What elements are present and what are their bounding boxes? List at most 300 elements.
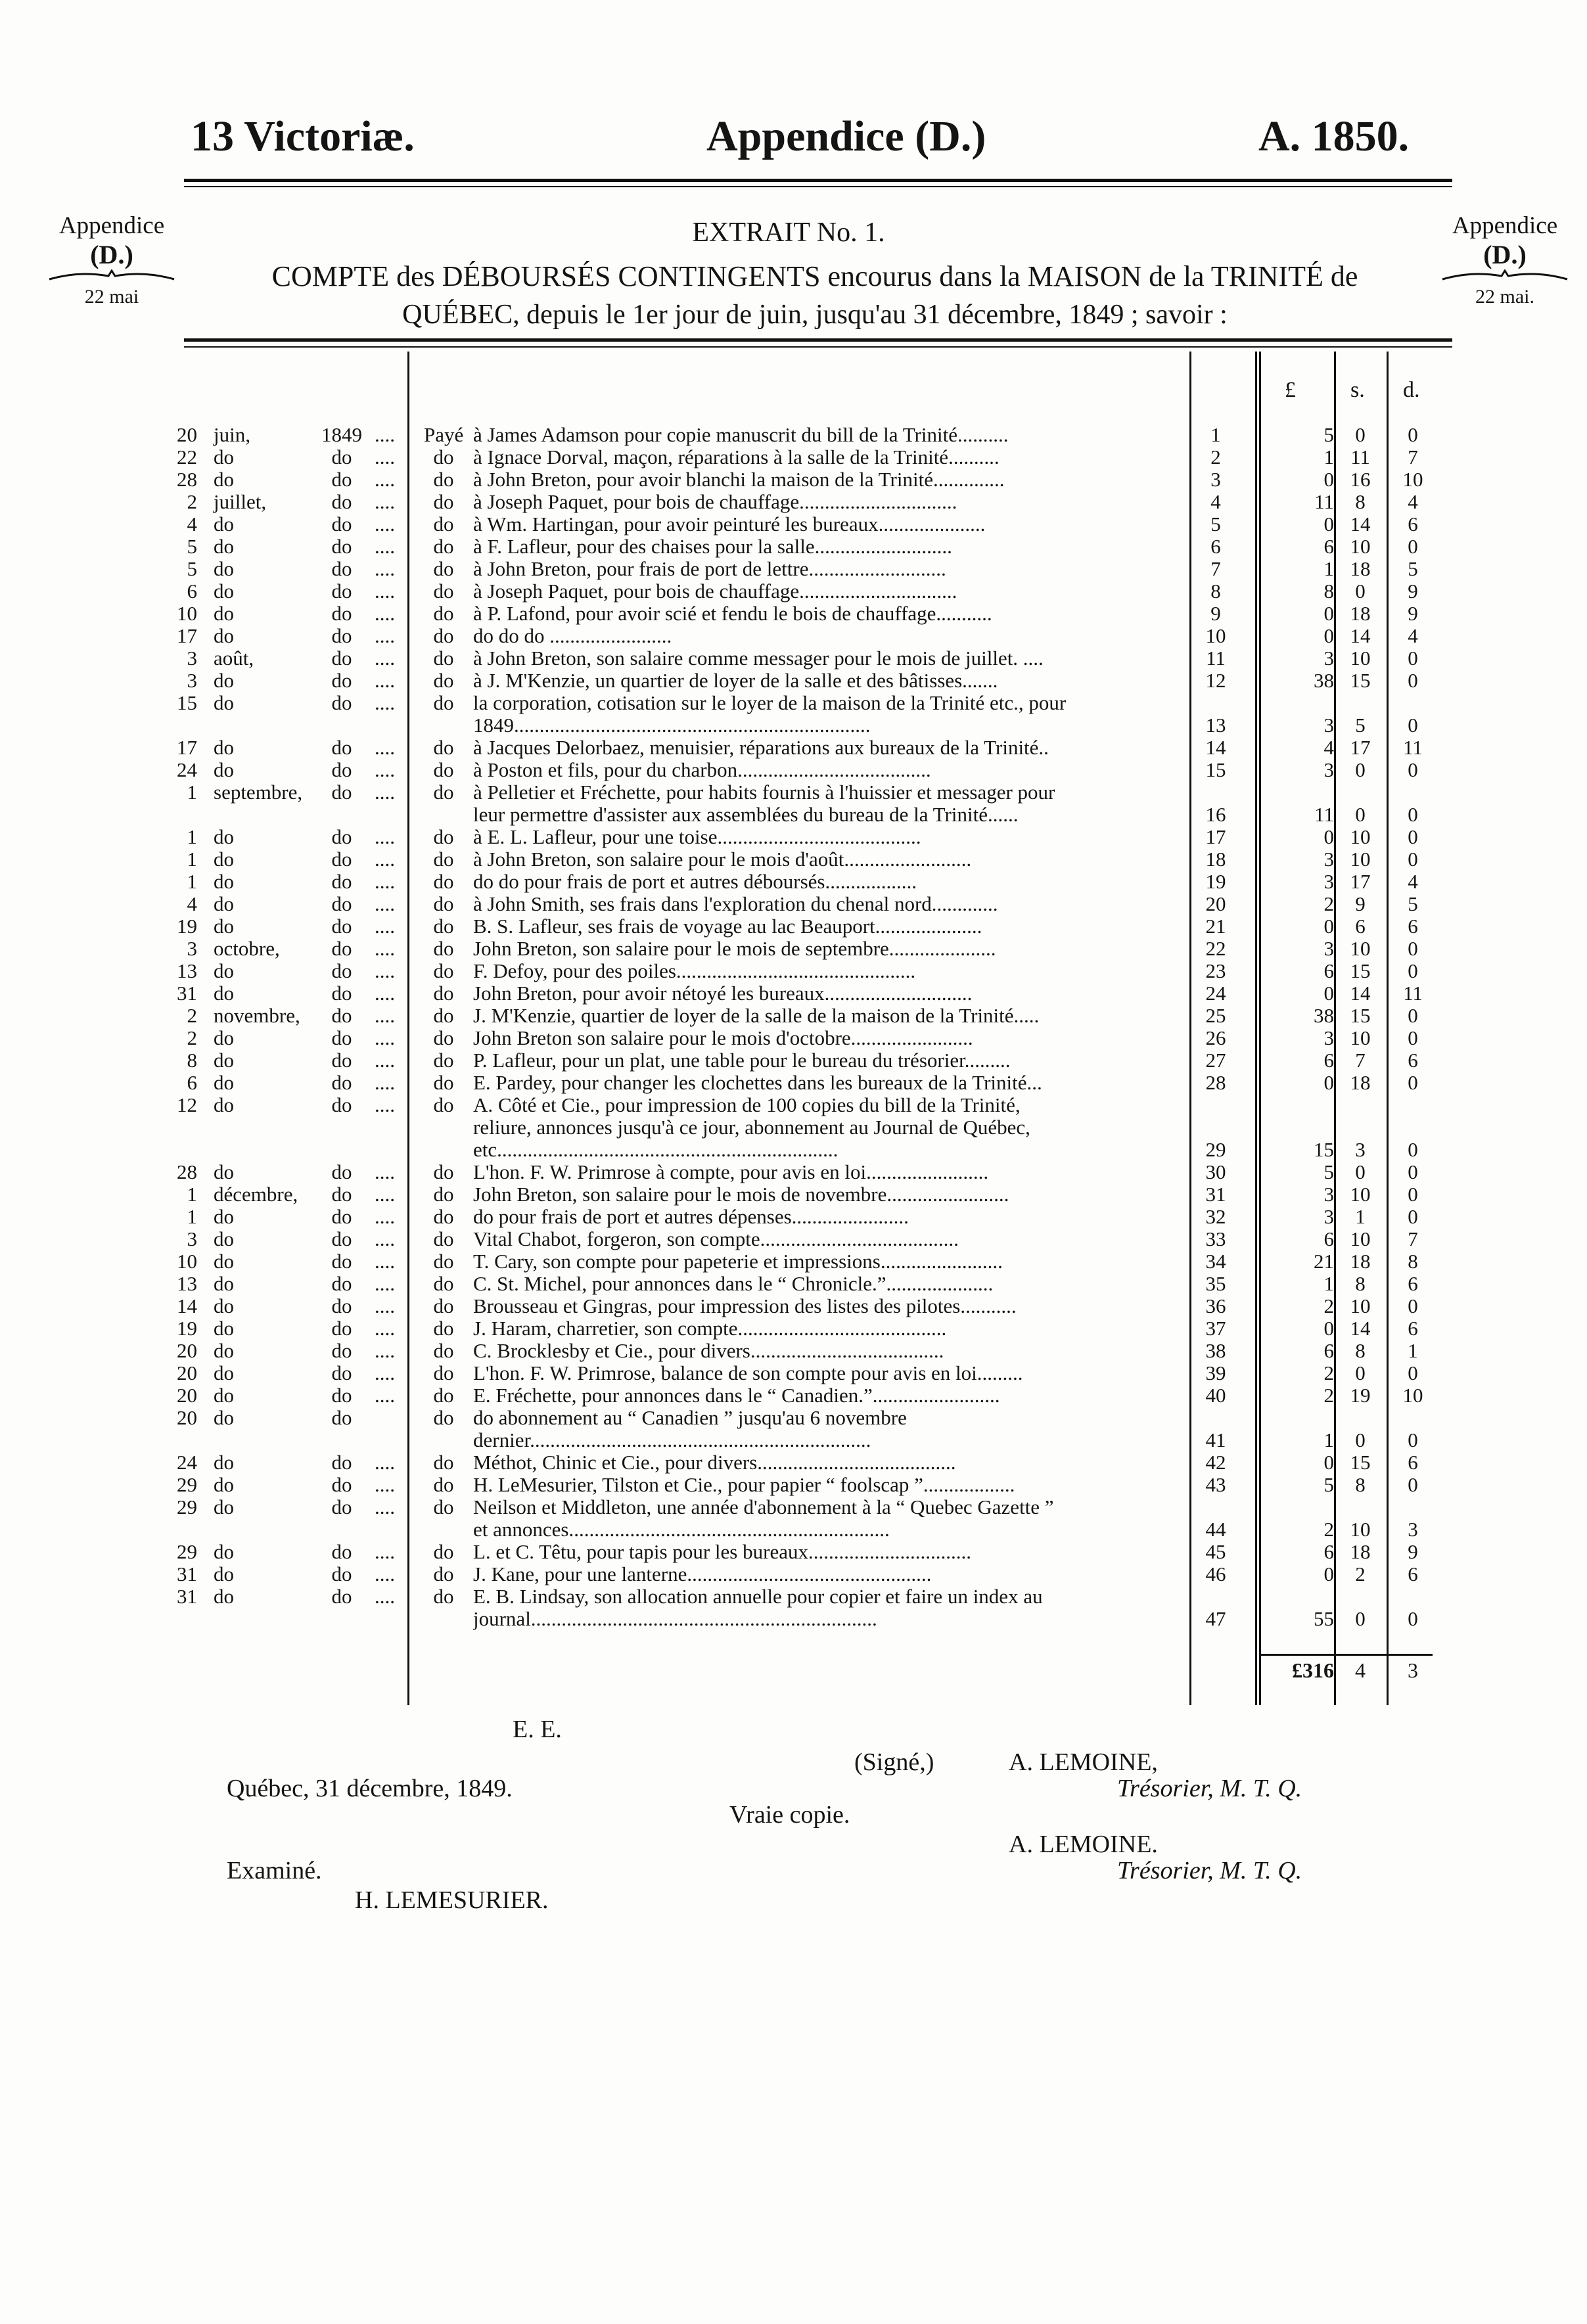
brace-icon	[46, 269, 177, 283]
cell-s: 18	[1350, 1250, 1371, 1273]
cell-dots: ....	[375, 1250, 395, 1273]
cell-day: 1	[187, 1205, 197, 1228]
cell-day: 5	[187, 535, 197, 558]
cell-desc: à Ignace Dorval, maçon, réparations à la salle de la Trinité..........	[473, 446, 1000, 468]
cell-desc: C. St. Michel, pour annonces dans le “ Chronicle.”.....................	[473, 1273, 994, 1295]
cell-do: do	[433, 825, 454, 848]
brace-icon	[1439, 269, 1571, 283]
cell-desc: J. Haram, charretier, son compte.........................................	[473, 1317, 947, 1340]
cell-no: 28	[1205, 1071, 1226, 1094]
cell-s: 2	[1355, 1562, 1366, 1585]
cell-l: 2	[1323, 1518, 1334, 1541]
cell-l: 0	[1323, 825, 1334, 848]
cell-no: 38	[1205, 1339, 1226, 1362]
table-row	[158, 1474, 1433, 1496]
cell-l: 2	[1323, 1361, 1334, 1384]
cell-no: 46	[1205, 1562, 1226, 1585]
table-row	[158, 714, 1433, 737]
table-row	[158, 1451, 1433, 1474]
cell-day: 24	[177, 1451, 197, 1474]
cell-do: do	[433, 915, 454, 938]
cell-l: 6	[1323, 1339, 1334, 1362]
cell-l: 5	[1323, 423, 1334, 446]
cell-day: 20	[177, 423, 197, 446]
cell-desc: etc...................................................................	[473, 1139, 839, 1161]
cell-d: 0	[1408, 1026, 1418, 1049]
cell-desc: à Pelletier et Fréchette, pour habits fournis à l'huissier et messager pour	[473, 781, 1055, 804]
table-row	[158, 1206, 1433, 1228]
cell-do: do	[433, 691, 454, 714]
cell-year: do	[331, 1384, 352, 1407]
cell-no: 27	[1205, 1049, 1226, 1072]
cell-d: 10	[1402, 1384, 1423, 1407]
cell-dots: ....	[375, 1049, 395, 1072]
cell-d: 0	[1408, 825, 1418, 848]
cell-l: 3	[1323, 647, 1334, 670]
cell-month: do	[214, 825, 234, 848]
cell-do: do	[433, 557, 454, 580]
cell-day: 5	[187, 557, 197, 580]
cell-s: 11	[1350, 445, 1370, 468]
cell-l: 3	[1323, 1205, 1334, 1228]
footer-signed: (Signé,)	[854, 1748, 934, 1776]
cell-d: 4	[1408, 490, 1418, 513]
cell-no: 9	[1210, 602, 1221, 625]
table-row	[158, 1518, 1433, 1541]
table-row	[158, 1496, 1433, 1518]
cell-year: do	[331, 1495, 352, 1518]
cell-do: do	[433, 1339, 454, 1362]
table-row	[158, 625, 1433, 647]
cell-d: 7	[1408, 1227, 1418, 1250]
cell-d: 5	[1408, 557, 1418, 580]
footer-true-copy: Vraie copie.	[729, 1801, 850, 1829]
cell-year: do	[331, 1205, 352, 1228]
cell-desc: Neilson et Middleton, une année d'abonnement à la “ Quebec Gazette ”	[473, 1496, 1054, 1518]
margin-date: 22 mai.	[1475, 286, 1534, 308]
cell-d: 8	[1408, 1250, 1418, 1273]
cell-no: 34	[1205, 1250, 1226, 1273]
cell-no: 18	[1205, 848, 1226, 871]
cell-dots: ....	[375, 736, 395, 759]
table-row	[158, 692, 1433, 714]
cell-year: do	[331, 870, 352, 893]
cell-month: do	[214, 1562, 234, 1585]
cell-no: 36	[1205, 1294, 1226, 1317]
cell-d: 0	[1408, 1160, 1418, 1183]
margin-title: Appendice	[1452, 212, 1558, 239]
cell-s: 7	[1355, 1049, 1366, 1072]
cell-s: 0	[1355, 1607, 1366, 1630]
cell-desc: J. Kane, pour une lanterne................................................	[473, 1563, 932, 1585]
cell-day: 1	[187, 848, 197, 871]
table-row	[158, 424, 1433, 446]
cell-do: do	[433, 1272, 454, 1295]
cell-month: do	[214, 468, 234, 491]
header-left: 13 Victoriæ.	[191, 112, 415, 160]
cell-no: 10	[1205, 624, 1226, 647]
cell-s: 6	[1355, 915, 1366, 938]
cell-dots: ....	[375, 669, 395, 692]
cell-day: 1	[187, 1183, 197, 1206]
footer-title1: Trésorier, M. T. Q.	[1117, 1775, 1302, 1802]
cell-no: 40	[1205, 1384, 1226, 1407]
cell-d: 6	[1408, 1317, 1418, 1340]
cell-desc: A. Côté et Cie., pour impression de 100 copies du bill de la Trinité,	[473, 1094, 1021, 1116]
cell-no: 47	[1205, 1607, 1226, 1630]
cell-year: do	[331, 669, 352, 692]
cell-day: 24	[177, 758, 197, 781]
cell-s: 18	[1350, 557, 1371, 580]
footer-place-date: Québec, 31 décembre, 1849.	[227, 1775, 513, 1802]
cell-day: 4	[187, 892, 197, 915]
table-row	[158, 1362, 1433, 1384]
table-row	[158, 826, 1433, 848]
cell-no: 8	[1210, 580, 1221, 603]
cell-l: 11	[1314, 490, 1334, 513]
cell-dots: ....	[375, 1585, 395, 1608]
table-row	[158, 804, 1433, 826]
cell-no: 29	[1205, 1138, 1226, 1161]
cell-day: 17	[177, 736, 197, 759]
cell-s: 15	[1350, 1451, 1371, 1474]
cell-year: do	[331, 691, 352, 714]
cell-do: do	[433, 535, 454, 558]
cell-dots: ....	[375, 915, 395, 938]
cell-l: 0	[1323, 468, 1334, 491]
cell-desc: la corporation, cotisation sur le loyer de la maison de la Trinité etc., pour	[473, 692, 1067, 714]
cell-year: do	[331, 1071, 352, 1094]
cell-l: 1	[1323, 1428, 1334, 1451]
cell-year: do	[331, 1227, 352, 1250]
margin-note-right	[1426, 212, 1584, 311]
cell-s: 0	[1355, 758, 1366, 781]
cell-desc: do pour frais de port et autres dépenses.......................	[473, 1206, 909, 1228]
cell-l: 6	[1323, 1227, 1334, 1250]
cell-do: do	[433, 1540, 454, 1563]
accounts-table	[158, 352, 1433, 1705]
cell-s: 10	[1350, 1227, 1371, 1250]
cell-month: do	[214, 736, 234, 759]
table-rule-top	[184, 338, 1452, 342]
table-row	[158, 1161, 1433, 1183]
cell-d: 6	[1408, 1049, 1418, 1072]
table-row	[158, 1250, 1433, 1273]
cell-month: do	[214, 848, 234, 871]
cell-no: 26	[1205, 1026, 1226, 1049]
table-row	[158, 1072, 1433, 1094]
cell-no: 45	[1205, 1540, 1226, 1563]
cell-desc: à Wm. Hartingan, pour avoir peinturé les bureaux.....................	[473, 513, 986, 535]
cell-desc: do abonnement au “ Canadien ” jusqu'au 6 novembre	[473, 1407, 907, 1429]
cell-desc: à Joseph Paquet, pour bois de chauffage...............................	[473, 580, 957, 603]
cell-year: do	[331, 1562, 352, 1585]
cell-no: 30	[1205, 1160, 1226, 1183]
table-row	[158, 1429, 1433, 1451]
cell-day: 29	[177, 1495, 197, 1518]
cell-dots: ....	[375, 781, 395, 804]
cell-month: do	[214, 982, 234, 1005]
cell-desc: B. S. Lafleur, ses frais de voyage au lac Beauport.....................	[473, 915, 982, 938]
footer-ee: E. E.	[513, 1716, 562, 1743]
cell-do: do	[433, 580, 454, 603]
table-row	[158, 1541, 1433, 1563]
cell-year: do	[331, 490, 352, 513]
cell-no: 33	[1205, 1227, 1226, 1250]
cell-dots: ....	[375, 647, 395, 670]
cell-dots: ....	[375, 490, 395, 513]
cell-d: 6	[1408, 1562, 1418, 1585]
cell-day: 29	[177, 1473, 197, 1496]
cell-do: Payé	[424, 423, 464, 446]
cell-s: 5	[1355, 714, 1366, 737]
cell-do: do	[433, 1227, 454, 1250]
cell-dots: ....	[375, 557, 395, 580]
cell-do: do	[433, 468, 454, 491]
cell-do: do	[433, 1071, 454, 1094]
cell-do: do	[433, 1495, 454, 1518]
extract-title: EXTRAIT No. 1.	[692, 217, 885, 248]
cell-d: 0	[1408, 714, 1418, 737]
cell-day: 31	[177, 1562, 197, 1585]
cell-desc: do do pour frais de port et autres déboursés..................	[473, 871, 917, 893]
cell-d: 0	[1408, 1428, 1418, 1451]
cell-month: do	[214, 959, 234, 982]
cell-year: do	[331, 1317, 352, 1340]
cell-day: 12	[177, 1093, 197, 1116]
cell-d: 0	[1408, 758, 1418, 781]
cell-l: 11	[1314, 803, 1334, 826]
total-rule	[1259, 1654, 1433, 1656]
cell-s: 18	[1350, 602, 1371, 625]
cell-do: do	[433, 1317, 454, 1340]
cell-no: 35	[1205, 1272, 1226, 1295]
cell-dots: ....	[375, 1473, 395, 1496]
cell-day: 1	[187, 825, 197, 848]
cell-dots: ....	[375, 1183, 395, 1206]
cell-month: do	[214, 1451, 234, 1474]
cell-do: do	[433, 892, 454, 915]
cell-day: 2	[187, 1004, 197, 1027]
cell-d: 1	[1408, 1339, 1418, 1362]
cell-dots: ....	[375, 937, 395, 960]
cell-do: do	[433, 1183, 454, 1206]
cell-do: do	[433, 602, 454, 625]
cell-no: 31	[1205, 1183, 1226, 1206]
cell-do: do	[433, 1406, 454, 1429]
cell-day: 14	[177, 1294, 197, 1317]
table-row	[158, 871, 1433, 893]
cell-desc: P. Lafleur, pour un plat, une table pour le bureau du trésorier.........	[473, 1049, 1011, 1072]
cell-year: do	[331, 624, 352, 647]
table-row	[158, 491, 1433, 513]
cell-d: 0	[1408, 803, 1418, 826]
cell-year: do	[331, 825, 352, 848]
cell-s: 8	[1355, 490, 1366, 513]
cell-do: do	[433, 513, 454, 535]
cell-year: do	[331, 445, 352, 468]
cell-no: 44	[1205, 1518, 1226, 1541]
cell-month: novembre,	[214, 1004, 300, 1027]
cell-d: 0	[1408, 647, 1418, 670]
cell-d: 5	[1408, 892, 1418, 915]
cell-l: 0	[1323, 1562, 1334, 1585]
table-row	[158, 468, 1433, 491]
cell-l: 0	[1323, 915, 1334, 938]
cell-l: 3	[1323, 848, 1334, 871]
cell-do: do	[433, 982, 454, 1005]
footer-title2: Trésorier, M. T. Q.	[1117, 1857, 1302, 1884]
cell-l: 1	[1323, 445, 1334, 468]
cell-s: 14	[1350, 982, 1371, 1005]
cell-month: do	[214, 513, 234, 535]
cell-desc: leur permettre d'assister aux assemblées du bureau de la Trinité......	[473, 804, 1019, 826]
cell-d: 3	[1408, 1518, 1418, 1541]
cell-d: 0	[1408, 1004, 1418, 1027]
cell-d: 9	[1408, 1540, 1418, 1563]
cell-d: 7	[1408, 445, 1418, 468]
cell-year: do	[331, 1272, 352, 1295]
cell-desc: Méthot, Chinic et Cie., pour divers.......................................	[473, 1451, 956, 1474]
footer-examined: Examiné.	[227, 1857, 322, 1884]
table-row	[158, 1340, 1433, 1362]
cell-dots: ....	[375, 1294, 395, 1317]
margin-title: Appendice	[58, 212, 165, 239]
cell-l: 1	[1323, 557, 1334, 580]
cell-year: do	[331, 959, 352, 982]
cell-dots: ....	[375, 1540, 395, 1563]
cell-dots: ....	[375, 1361, 395, 1384]
cell-l: 1	[1323, 1272, 1334, 1295]
cell-year: do	[331, 1250, 352, 1273]
cell-desc: à P. Lafond, pour avoir scié et fendu le bois de chauffage...........	[473, 603, 992, 625]
table-row	[158, 915, 1433, 938]
cell-l: 21	[1314, 1250, 1334, 1273]
cell-year: do	[331, 1004, 352, 1027]
total-pence: 3	[1408, 1658, 1418, 1682]
cell-l: 6	[1323, 1049, 1334, 1072]
cell-no: 15	[1205, 758, 1226, 781]
cell-no: 3	[1210, 468, 1221, 491]
cell-do: do	[433, 1250, 454, 1273]
cell-d: 0	[1408, 1473, 1418, 1496]
cell-d: 6	[1408, 513, 1418, 535]
cell-d: 9	[1408, 602, 1418, 625]
cell-year: do	[331, 1026, 352, 1049]
cell-month: do	[214, 557, 234, 580]
cell-no: 12	[1205, 669, 1226, 692]
cell-s: 0	[1355, 1428, 1366, 1451]
cell-no: 37	[1205, 1317, 1226, 1340]
cell-s: 16	[1350, 468, 1371, 491]
cell-no: 24	[1205, 982, 1226, 1005]
table-row	[158, 513, 1433, 535]
cell-dots: ....	[375, 1562, 395, 1585]
cell-day: 22	[177, 445, 197, 468]
cell-s: 0	[1355, 1361, 1366, 1384]
table-row	[158, 1183, 1433, 1206]
table-row	[158, 982, 1433, 1005]
cell-desc: 1849......................................................................	[473, 714, 871, 737]
cell-s: 10	[1350, 647, 1371, 670]
cell-do: do	[433, 624, 454, 647]
cell-l: 0	[1323, 624, 1334, 647]
cell-month: do	[214, 1317, 234, 1340]
cell-d: 4	[1408, 624, 1418, 647]
cell-l: 0	[1323, 982, 1334, 1005]
cell-day: 31	[177, 1585, 197, 1608]
cell-month: do	[214, 1495, 234, 1518]
cell-day: 28	[177, 1160, 197, 1183]
cell-day: 19	[177, 915, 197, 938]
cell-month: do	[214, 1160, 234, 1183]
table-rule-bottom	[184, 346, 1452, 348]
cell-dots: ....	[375, 758, 395, 781]
cell-do: do	[433, 1562, 454, 1585]
cell-dots: ....	[375, 602, 395, 625]
cell-dots: ....	[375, 959, 395, 982]
table-row	[158, 1005, 1433, 1027]
cell-do: do	[433, 937, 454, 960]
extract-line1: COMPTE des DÉBOURSÉS CONTINGENTS encourus dans la MAISON de la TRINITÉ de	[271, 260, 1358, 292]
table-row	[158, 558, 1433, 580]
table-row	[158, 1094, 1433, 1116]
cell-year: do	[331, 736, 352, 759]
header-rule-bottom	[184, 186, 1452, 187]
cell-day: 3	[187, 669, 197, 692]
cell-l: 3	[1323, 1026, 1334, 1049]
cell-l: 0	[1323, 1071, 1334, 1094]
cell-desc: dernier...................................................................	[473, 1429, 871, 1451]
cell-d: 9	[1408, 580, 1418, 603]
table-row	[158, 580, 1433, 603]
cell-no: 6	[1210, 535, 1221, 558]
cell-month: do	[214, 1272, 234, 1295]
cell-month: do	[214, 535, 234, 558]
cell-month: do	[214, 1205, 234, 1228]
cell-year: do	[331, 580, 352, 603]
cell-month: do	[214, 1250, 234, 1273]
cell-no: 1	[1210, 423, 1221, 446]
cell-s: 8	[1355, 1473, 1366, 1496]
table-row	[158, 960, 1433, 982]
table-row	[158, 1295, 1433, 1317]
cell-day: 6	[187, 580, 197, 603]
cell-desc: à John Breton, pour avoir blanchi la maison de la Trinité..............	[473, 468, 1005, 491]
cell-dots: ....	[375, 691, 395, 714]
cell-d: 0	[1408, 1294, 1418, 1317]
cell-day: 10	[177, 602, 197, 625]
cell-day: 1	[187, 781, 197, 804]
cell-do: do	[433, 736, 454, 759]
cell-desc: John Breton son salaire pour le mois d'octobre........................	[473, 1027, 973, 1049]
cell-year: 1849	[321, 423, 362, 446]
cell-do: do	[433, 647, 454, 670]
cell-do: do	[433, 1205, 454, 1228]
table-row	[158, 1585, 1433, 1608]
cell-do: do	[433, 870, 454, 893]
cell-d: 0	[1408, 1071, 1418, 1094]
cell-year: do	[331, 1473, 352, 1496]
cell-l: 15	[1314, 1138, 1334, 1161]
cell-do: do	[433, 959, 454, 982]
cell-no: 21	[1205, 915, 1226, 938]
cell-desc: F. Defoy, pour des poiles...............................................	[473, 960, 916, 982]
cell-dots: ....	[375, 468, 395, 491]
cell-year: do	[331, 1361, 352, 1384]
cell-s: 10	[1350, 848, 1371, 871]
cell-no: 7	[1210, 557, 1221, 580]
